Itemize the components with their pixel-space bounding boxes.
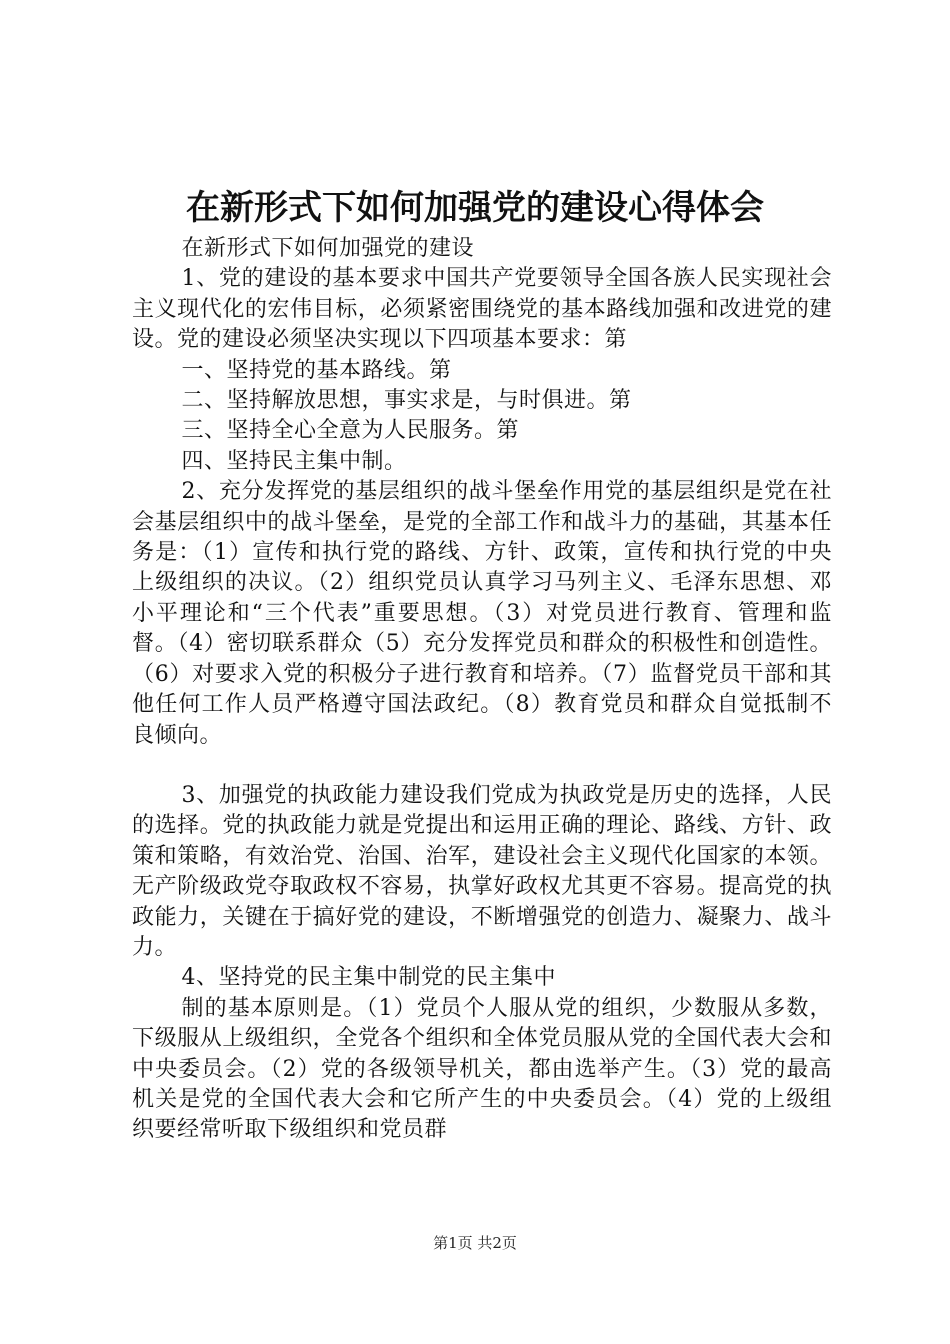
document-title: 在新形式下如何加强党的建设心得体会 — [186, 188, 764, 228]
paragraph-democratic-centralism-heading: 4、坚持党的民主集中制党的民主集中 — [181, 965, 556, 991]
paragraph-requirement-1: 一、坚持党的基本路线。第 — [181, 357, 452, 383]
page-footer: 第1页 共2页 — [433, 1234, 517, 1252]
paragraph-requirement-3: 三、坚持全心全意为人民服务。第 — [181, 418, 520, 444]
paragraph-grassroots-organization: 2、充分发挥党的基层组织的战斗堡垒作用党的基层组织是党在社会基层组织中的战斗堡垒，是党的全部工作和战斗力的基础，其基本任务是：（1）宣传和执行党的路线、方针、政策，宣传和执行党的中央上级组织的决议。（2）组织党员认真学习马列主义、毛泽东思想、邓小平理论和“三个代表”重要思想。（3）对党员进行教育、管理和监督。（4）密切联系群众（5）充分发挥党员和群众的积极性和创造性。（6）对要求入党的积极分子进行教育和培养。（7）监督党员干部和其他任何工作人员严格遵守国法政纪。（8）教育党员和群众自觉抵制不良倾向。 — [132, 479, 832, 748]
paragraph-democratic-centralism-principles: 制的基本原则是。（1）党员个人服从党的组织，少数服从多数，下级服从上级组织，全党各个组织和全体党员服从党的全国代表大会和中央委员会。（2）党的各级领导机关，都由选举产生。（3）党的最高机关是党的全国代表大会和它所产生的中央委员会。（4）党的上级组织要经常听取下级组织和党员群 — [132, 995, 832, 1143]
paragraph-governing-capacity: 3、加强党的执政能力建设我们党成为执政党是历史的选择，人民的选择。党的执政能力就是党提出和运用正确的理论、路线、方针、政策和策略，有效治党、治国、治军，建设社会主义现代化国家的本领。无产阶级政党夺取政权不容易，执掌好政权尤其更不容易。提高党的执政能力，关键在于搞好党的建设，不断增强党的创造力、凝聚力、战斗力。 — [132, 782, 832, 960]
paragraph-basic-requirements: 1、党的建设的基本要求中国共产党要领导全国各族人民实现社会主义现代化的宏伟目标，必须紧密围绕党的基本路线加强和改进党的建设。党的建设必须坚决实现以下四项基本要求：第 — [132, 266, 832, 353]
document-body — [132, 234, 832, 1146]
paragraph-requirement-4: 四、坚持民主集中制。 — [181, 448, 407, 474]
paragraph-requirement-2: 二、坚持解放思想，事实求是，与时俱进。第 — [181, 388, 632, 414]
paragraph-subtitle: 在新形式下如何加强党的建设 — [181, 236, 475, 261]
